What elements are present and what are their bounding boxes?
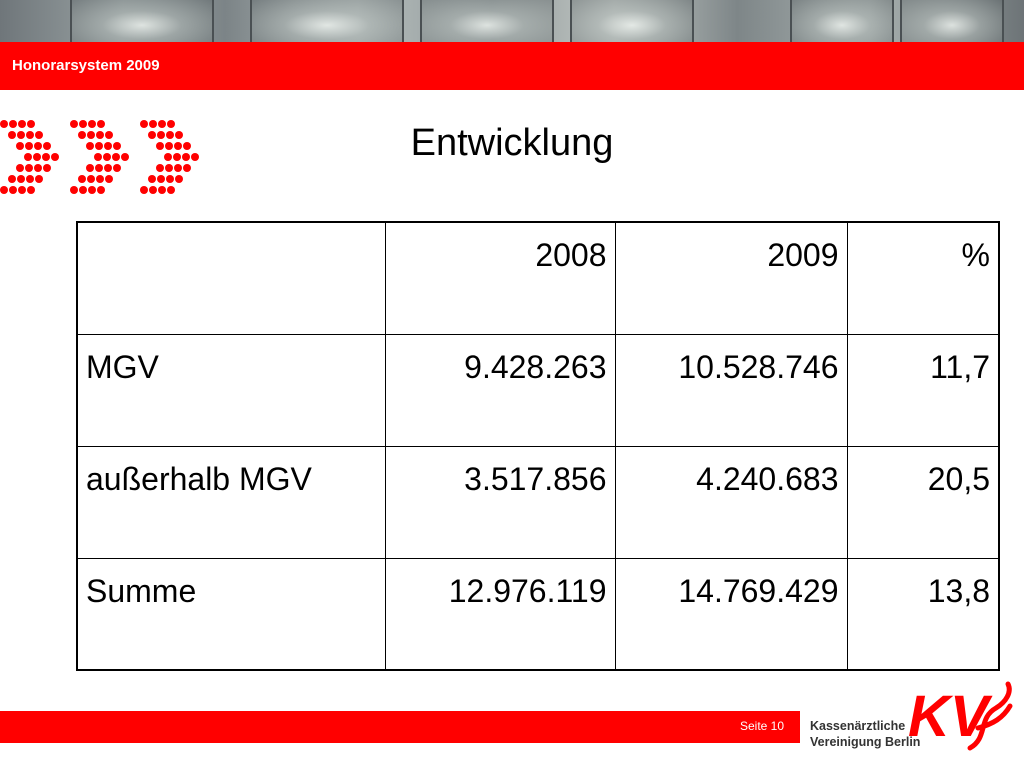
logo-dot xyxy=(165,164,173,172)
logo-dot xyxy=(27,186,35,194)
table-header-cell xyxy=(77,222,385,334)
logo-dot xyxy=(140,186,148,194)
logo-dot xyxy=(166,175,174,183)
header-title: Honorarsystem 2009 xyxy=(12,57,160,74)
logo-dot xyxy=(70,186,78,194)
logo-dot xyxy=(174,164,182,172)
logo-dot xyxy=(79,186,87,194)
table-header-cell: % xyxy=(847,222,999,334)
table-row xyxy=(77,334,999,446)
page-number: Seite 10 xyxy=(740,719,785,733)
logo-dot xyxy=(96,175,104,183)
table-header-row xyxy=(77,222,999,334)
table-cell: 4.240.683 xyxy=(615,446,847,558)
data-table xyxy=(76,221,1000,671)
logo-dot xyxy=(149,186,157,194)
logo-dot xyxy=(88,186,96,194)
table-cell: 13,8 xyxy=(847,558,999,670)
logo-dot xyxy=(87,175,95,183)
logo-dot xyxy=(43,164,51,172)
table-cell: 9.428.263 xyxy=(385,334,615,446)
table-header-cell: 2009 xyxy=(615,222,847,334)
table-row xyxy=(77,446,999,558)
photo-frame xyxy=(790,0,894,42)
table-cell: 10.528.746 xyxy=(615,334,847,446)
photo-frame xyxy=(570,0,694,42)
logo-dot xyxy=(16,164,24,172)
logo-dot xyxy=(9,186,17,194)
org-name xyxy=(810,718,920,750)
logo-dot xyxy=(95,164,103,172)
logo-dot xyxy=(158,186,166,194)
table-cell: 20,5 xyxy=(847,446,999,558)
org-name-line1: Kassenärztliche xyxy=(810,719,906,733)
logo-dot xyxy=(78,175,86,183)
table-cell: 11,7 xyxy=(847,334,999,446)
logo-dot xyxy=(18,186,26,194)
slide-title: Entwicklung xyxy=(410,122,614,164)
table-header-cell: 2008 xyxy=(385,222,615,334)
logo-dot xyxy=(17,175,25,183)
photo-frame xyxy=(250,0,404,42)
table-cell: 14.769.429 xyxy=(615,558,847,670)
org-name-line2: Vereinigung Berlin xyxy=(810,735,921,749)
row-label: MGV xyxy=(77,334,385,446)
logo-dot xyxy=(34,164,42,172)
logo-dot xyxy=(8,175,16,183)
logo-dot xyxy=(35,175,43,183)
logo-dot xyxy=(25,164,33,172)
logo-dot xyxy=(86,164,94,172)
logo-dot xyxy=(156,164,164,172)
photo-frame xyxy=(420,0,554,42)
logo-dot xyxy=(105,175,113,183)
logo-dot xyxy=(26,175,34,183)
photo-frame xyxy=(70,0,214,42)
logo-dot xyxy=(167,186,175,194)
logo-dot xyxy=(97,186,105,194)
logo-dot xyxy=(0,186,8,194)
logo-dot xyxy=(175,175,183,183)
logo-dot xyxy=(113,164,121,172)
kv-logo xyxy=(908,678,1018,756)
header-photo-strip xyxy=(0,0,1024,42)
logo-dot xyxy=(148,175,156,183)
logo-dot xyxy=(183,164,191,172)
logo-dot xyxy=(157,175,165,183)
row-label: außerhalb MGV xyxy=(77,446,385,558)
row-label: Summe xyxy=(77,558,385,670)
table-row xyxy=(77,558,999,670)
table-cell: 12.976.119 xyxy=(385,558,615,670)
logo-dot xyxy=(104,164,112,172)
table-cell: 3.517.856 xyxy=(385,446,615,558)
kv-logo-letters: KV xyxy=(908,684,989,749)
photo-frame xyxy=(900,0,1004,42)
